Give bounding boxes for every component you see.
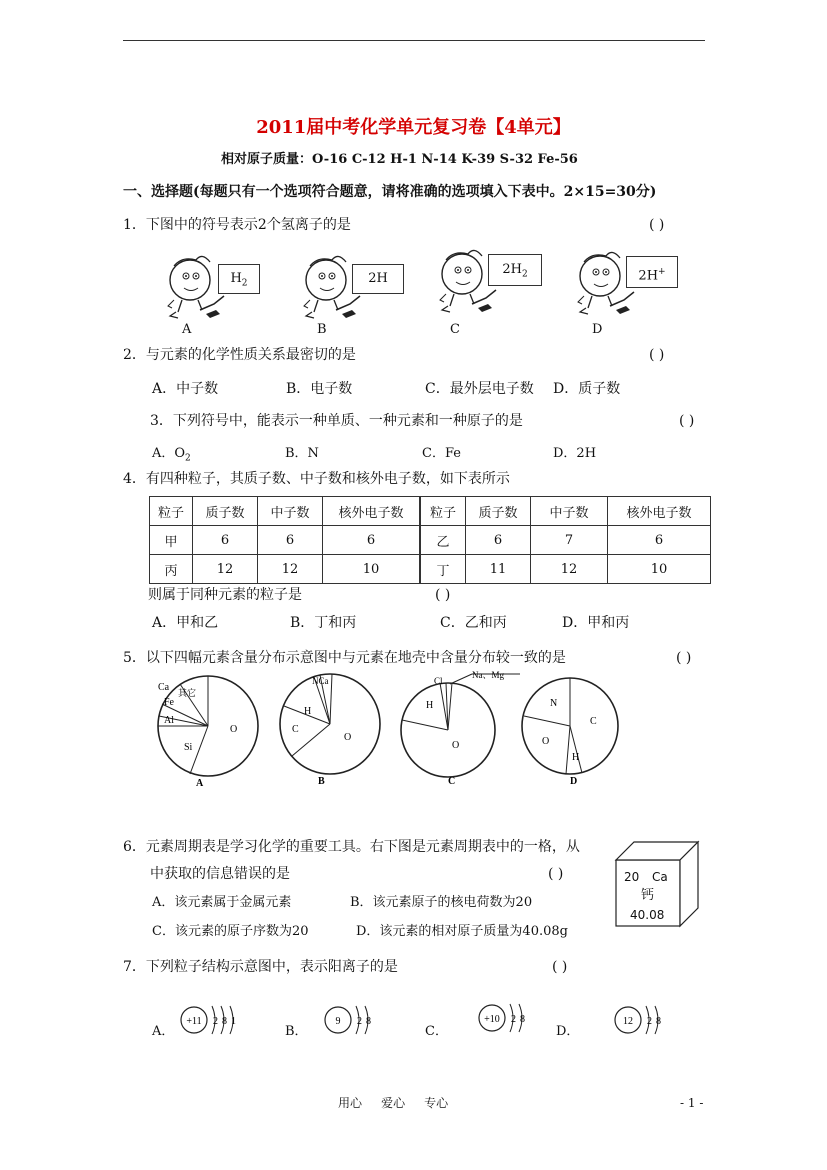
pie-label: Cl [434,676,443,686]
table-header-cell: 核外电子数 [608,497,711,526]
q4-after-table: 则属于同种元素的粒子是 [148,587,302,603]
q3-option-c: C．Fe [422,446,461,461]
q7-label-a: A． [152,1024,175,1039]
pie-label: O [344,732,352,743]
q3-option-d: D．2H [553,446,597,461]
nucleus-label: 9 [335,1016,341,1027]
pie-label: O [452,740,460,751]
table-cell: 10 [608,555,711,584]
atom-diagram-a [181,1006,236,1034]
pie-letter-d: D [570,776,578,787]
q4-option-c: C．乙和丙 [440,615,507,631]
atomic-masses: 相对原子质量：O-16 C-12 H-1 N-14 K-39 S-32 Fe-56 [221,152,578,167]
pie-chart-b [280,674,380,787]
atom-diagram-d [615,1006,661,1034]
q7-answer-paren: ( ) [552,959,568,975]
pie-letter-c: C [448,776,456,787]
pie-label: 其它 [178,688,197,698]
q3-option-b: B．N [285,446,319,461]
table-cell: 6 [323,526,421,555]
pie-chart-c [401,670,520,787]
pie-label: NCa [312,676,329,686]
table-row [150,555,711,584]
q6-option-d: D．该元素的相对原子质量为40.08g [356,924,568,939]
table-header-cell: 中子数 [531,497,608,526]
page-title: 2011届中考化学单元复习卷【4单元】 [256,117,571,138]
atom-diagram-c [479,1004,525,1032]
q5-pie-charts [150,668,620,790]
q6-option-b: B．该元素原子的核电荷数为20 [350,895,533,910]
q7-stem: 7．下列粒子结构示意图中，表示阳离子的是 [123,959,398,975]
table-cell: 乙 [420,526,466,555]
q1-answer-paren: ( ) [649,217,665,233]
nucleus-label: +11 [186,1016,202,1027]
q4-answer-paren: ( ) [435,587,451,603]
table-cell: 丁 [420,555,466,584]
pie-letter-b: B [318,776,325,787]
q6-option-a: A．该元素属于金属元素 [152,895,292,910]
q6-line1: 6．元素周期表是学习化学的重要工具。右下图是元素周期表中的一格，从 [123,839,580,855]
q6-option-c: C．该元素的原子序数为20 [152,924,309,939]
shell-electrons: 2 [213,1016,218,1027]
table-cell: 10 [323,555,421,584]
table-cell: 12 [531,555,608,584]
q5-stem: 5．以下四幅元素含量分布示意图中与元素在地壳中含量分布较一致的是 [123,650,566,666]
table-cell: 丙 [150,555,193,584]
q6-cell-symbol: Ca [652,870,668,884]
table-header-cell: 粒子 [420,497,466,526]
page-number: - 1 - [680,1096,704,1110]
table-header-cell: 核外电子数 [323,497,421,526]
pie-label: H [304,706,312,717]
q1-symbol-box-c: $2H_2$ [488,254,542,286]
pie-label: Al [164,715,174,726]
table-cell: 甲 [150,526,193,555]
pie-label: H [572,752,580,763]
pie-label: Ca [158,682,170,693]
q3-answer-paren: ( ) [679,413,695,429]
table-header-cell: 中子数 [258,497,323,526]
q1-symbol-box-d: 2H+ [626,256,678,288]
q1-label-c: C [450,322,460,337]
shell-electrons: 2 [511,1014,516,1025]
table-cell: 6 [258,526,323,555]
pie-label: O [230,724,238,735]
shell-electrons: 2 [357,1016,362,1027]
table-cell: 11 [466,555,531,584]
q6-cell-mass: 40.08 [630,908,665,922]
q2-option-d: D．质子数 [553,381,621,397]
table-cell: 12 [193,555,258,584]
q4-option-b: B．丁和丙 [290,615,357,631]
table-header-cell: 质子数 [193,497,258,526]
pie-label: Na、Mg [472,670,504,680]
atom-diagram-b [325,1006,371,1034]
pie-label: C [590,716,597,727]
nucleus-label: 12 [623,1016,633,1027]
q7-atom-diagrams [170,998,700,1044]
shell-electrons: 8 [656,1016,661,1027]
pie-label: Fe [164,697,174,708]
q6-answer-paren: ( ) [548,866,564,882]
shell-electrons: 1 [231,1016,236,1027]
q6-line2: 中获取的信息错误的是 [150,866,290,882]
q4-option-a: A．甲和乙 [152,615,219,631]
table-cell: 12 [258,555,323,584]
q2-option-a: A．中子数 [152,381,219,397]
section-heading: 一、选择题(每题只有一个选项符合题意，请将准确的选项填入下表中。2×15=30分) [123,184,657,200]
pie-label: H [426,700,434,711]
pie-label: N [550,698,558,709]
table-cell: 6 [193,526,258,555]
q7-label-b: B． [285,1024,308,1039]
q1-label-b: B [317,322,327,337]
table-header-cell: 粒子 [150,497,193,526]
pie-label: O [542,736,550,747]
q6-cell-number: 20 [624,870,640,884]
q1-symbol-box-b: 2H [352,264,404,294]
table-cell: 7 [531,526,608,555]
table-header-cell: 质子数 [466,497,531,526]
q3-option-a: A．$O_2$ [152,446,191,464]
pie-chart-d [522,678,618,787]
shell-electrons: 2 [647,1016,652,1027]
table-header-row [150,497,711,526]
pie-letter-a: A [196,778,204,789]
q1-label-a: A [182,322,192,337]
q2-option-c: C．最外层电子数 [425,381,534,397]
pie-label: Si [184,742,193,753]
pie-chart-a [158,676,258,789]
q2-option-b: B．电子数 [286,381,353,397]
shell-electrons: 8 [366,1016,371,1027]
q1-stem: 1．下图中的符号表示2个氢离子的是 [123,217,351,233]
nucleus-label: +10 [484,1014,500,1025]
q4-option-d: D．甲和丙 [562,615,630,631]
table-cell: 6 [466,526,531,555]
q1-label-d: D [592,322,603,337]
shell-electrons: 8 [222,1016,227,1027]
q5-answer-paren: ( ) [676,650,692,666]
q7-label-d: D． [556,1024,580,1039]
shell-electrons: 8 [520,1014,525,1025]
q7-label-c: C． [425,1024,448,1039]
q2-answer-paren: ( ) [649,347,665,363]
pie-label: C [292,724,299,735]
q2-stem: 2．与元素的化学性质关系最密切的是 [123,347,356,363]
q4-stem: 4．有四种粒子，其质子数、中子数和核外电子数，如下表所示 [123,471,510,487]
table-row [150,526,711,555]
header-rule [123,40,705,41]
q3-stem: 3．下列符号中，能表示一种单质、一种元素和一种原子的是 [150,413,523,429]
q6-cell-name: 钙 [641,888,655,903]
q4-particle-table [149,496,711,584]
q1-symbol-box-a: $H_2$ [218,264,260,294]
table-cell: 6 [608,526,711,555]
footer-motto: 用心 爱心 专心 [338,1096,449,1110]
